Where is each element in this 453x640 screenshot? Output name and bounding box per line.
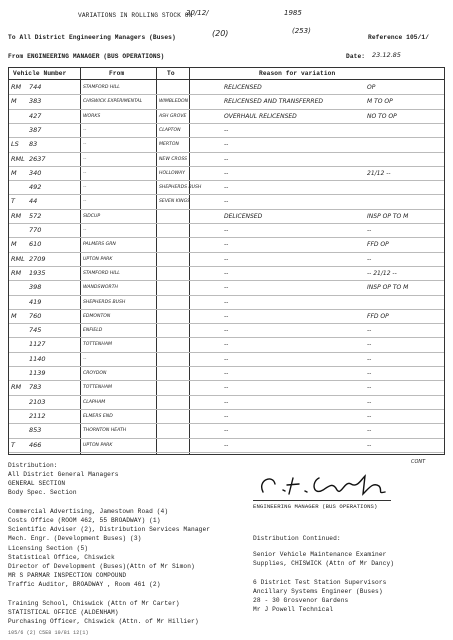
vehicle-prefix: T [11,440,15,449]
variation-note: -- [367,441,372,449]
vehicle-number: 853 [29,426,42,435]
vehicle-prefix: M [11,168,17,177]
variation-note: -- [367,427,372,435]
variation-reason: OVERHAUL RELICENSED [224,112,297,120]
from-garage: WORKS [83,113,101,119]
distribution-continued-item: Senior Vehicle Maintenance Examiner [253,551,387,558]
variation-note: -- [367,398,372,406]
variation-reason: -- [224,141,229,149]
row-rule [9,209,444,210]
variation-note: -- [367,227,372,234]
sheet-year: 1985 [284,9,302,17]
from-garage: -- [83,199,87,205]
from-garage: CLAPHAM [83,399,106,405]
distribution-item: STATISTICAL OFFICE (ALDENHAM) [8,609,119,616]
variation-reason: -- [224,126,229,134]
recipient-line: To All District Engineering Managers (Buses) [8,34,176,41]
vehicle-variation-table [8,67,445,455]
variation-reason: -- [224,427,229,435]
variation-reason: -- [224,198,229,206]
from-garage: TOTTENHAM [83,342,112,348]
form-code: 105/6 (2) C5E8 10/81 12(1) [8,630,89,636]
vehicle-number: 387 [29,125,42,134]
signatory-title: ENGINEERING MANAGER (BUS OPERATIONS) [253,503,378,510]
row-rule [9,380,444,381]
distribution-continued-item: Ancillary Systems Engineer (Buses) [253,587,383,595]
vehicle-number: 1127 [29,340,46,349]
vehicle-number: 783 [29,383,42,392]
from-garage: CHISWICK EXPERIMENTAL [83,99,143,105]
variation-note: -- [367,412,372,420]
vehicle-prefix: RM [11,383,22,392]
variation-reason: -- [224,169,229,177]
from-garage: -- [83,142,87,148]
date-label: Date: [346,53,366,60]
to-garage: ASH GROVE [159,113,187,119]
variation-note: NO TO OP [367,112,397,120]
vehicle-number: 2112 [29,411,46,420]
variation-reason: -- [224,384,229,392]
variation-reason: -- [224,227,229,234]
vehicle-number: 427 [29,111,42,120]
from-garage: STAMFORD HILL [83,270,120,276]
distribution-item: Body Spec. Section [8,489,77,497]
signature [253,470,393,500]
from-garage: -- [83,156,87,162]
vehicle-number: 2709 [29,254,46,263]
from-garage: PALMERS GRN [83,242,116,248]
variation-reason: -- [224,269,229,277]
from-garage: WANDSWORTH [83,285,118,291]
variation-reason: -- [224,255,229,263]
column-header-from: From [109,70,125,77]
vehicle-number: 466 [29,440,42,449]
vehicle-number: 492 [29,183,42,192]
distribution-item: Statistical Office, Chiswick [8,553,115,561]
row-rule [9,94,444,95]
row-rule [9,280,444,281]
variation-reason: -- [224,184,229,192]
vehicle-number: 1140 [29,354,46,363]
row-rule [9,337,444,338]
variation-note: -- 21/12 -- [367,269,397,277]
document-title: VARIATIONS IN ROLLING STOCK ON [78,12,193,19]
from-garage: ELMERS END [83,413,113,419]
to-garage: HOLLOWAY [159,170,185,176]
distribution-item: Traffic Auditor, BROADWAY , Room 461 (2) [8,581,161,589]
distribution-label: Distribution: [8,462,58,469]
variation-note: INSP OP TO M [367,212,409,220]
vehicle-number: 83 [29,140,38,149]
distribution-item: Director of Development (Buses)(Attn of Mr Simon) [8,563,195,570]
variation-note: -- [367,341,372,349]
variation-reason: -- [224,241,229,249]
row-rule [9,295,444,296]
vehicle-number: 1935 [29,268,46,277]
vehicle-number: 610 [29,240,42,249]
distribution-item: GENERAL SECTION [8,480,66,488]
distribution-continued-item: Mr J Powell Technical [253,606,334,614]
vehicle-number: 44 [29,197,38,206]
variation-reason: -- [224,370,229,377]
variation-reason: -- [224,312,229,320]
row-rule [9,166,444,167]
header-rule [9,79,444,80]
from-garage: -- [83,228,87,233]
distribution-item: Purchasing Officer, Chiswick (Attn. of Mr Hillier) [8,618,199,626]
variation-note: -- [367,327,372,335]
from-garage: THORNTON HEATH [83,428,127,434]
row-rule [9,223,444,224]
to-garage: CLAPTON [159,127,181,133]
row-rule [9,366,444,367]
row-rule [9,237,444,238]
vehicle-number: 770 [29,226,42,234]
row-rule [9,180,444,181]
vehicle-number: 2637 [29,154,46,163]
column-divider [156,68,157,454]
variation-reason: RELICENSED AND TRANSFERRED [224,98,324,106]
vehicle-number: 340 [29,168,42,177]
row-rule [9,409,444,410]
vehicle-number: 572 [29,211,42,220]
distribution-item: Training School, Chiswick (Attn of Mr Carter) [8,599,180,607]
variation-reason: -- [224,155,229,163]
reference-number: Reference 105/1/ [368,34,430,41]
variation-reason: RELICENSED [224,84,262,91]
date-value: 23.12.85 [372,51,401,59]
from-garage: ENFIELD [83,328,103,334]
vehicle-prefix: M [11,240,17,249]
variation-note: -- [367,384,372,392]
column-divider [80,68,81,454]
sheet-date: 20/12/ [186,9,209,17]
from-garage: -- [83,127,87,133]
vehicle-number: 383 [29,97,42,106]
distribution-continued-item: 6 District Test Station Supervisors [253,578,387,586]
recipient-count-a: (20) [212,29,229,38]
from-garage: EDMONTON [83,313,111,319]
row-rule [9,152,444,153]
from-garage: -- [83,170,87,176]
variation-reason: -- [224,441,229,449]
distribution-continued-item: 28 - 30 Grosvenor Gardens [253,597,349,604]
variation-reason: -- [224,327,229,335]
variation-reason: -- [224,298,229,306]
row-rule [9,137,444,138]
row-rule [9,252,444,253]
vehicle-prefix: RML [11,254,25,263]
distribution-item: Mech. Engr. (Development Buses) (3) [8,535,142,543]
from-garage: -- [83,185,87,191]
from-garage: STAMFORD HILL [83,85,120,90]
variation-reason: -- [224,398,229,406]
row-rule [9,438,444,439]
signature-rule [253,500,391,501]
from-garage: UPTON PARK [83,256,113,262]
variation-reason: -- [224,412,229,420]
vehicle-prefix: M [11,311,17,320]
variation-note: FFD OP [367,312,389,320]
distribution-continued-item: Supplies, CHISWICK (Attn of Mr Dancy) [253,560,395,568]
variation-note: -- [367,370,372,377]
vehicle-prefix: RML [11,154,25,163]
vehicle-prefix: T [11,197,15,206]
to-garage: SEVEN KINGS [159,199,191,205]
variation-reason: -- [224,284,229,292]
distribution-item: Commercial Advertising, Jamestown Road (4) [8,507,169,515]
row-rule [9,352,444,353]
column-header-reason: Reason for variation [259,70,336,77]
row-rule [9,395,444,396]
from-garage: -- [83,356,87,362]
row-rule [9,266,444,267]
vehicle-number: 1139 [29,369,46,377]
variation-reason: DELICENSED [224,212,263,220]
vehicle-number: 398 [29,283,42,292]
row-rule [9,323,444,324]
distribution-item: Licensing Section (5) [8,544,89,552]
row-rule [9,194,444,195]
variation-reason: -- [224,341,229,349]
distribution-item: Costs Office (ROOM 462, 55 BROADWAY) (1) [8,517,161,524]
row-rule [9,123,444,124]
vehicle-number: 744 [29,83,42,91]
vehicle-number: 760 [29,311,42,320]
variation-note: INSP OP TO M [367,284,409,292]
column-header-vehicle-number: Vehicle Number [13,70,67,77]
vehicle-number: 419 [29,297,42,306]
variation-note: FFD OP [367,241,389,249]
vehicle-prefix: RM [11,268,22,277]
column-header-to: To [167,70,175,77]
to-garage: NEW CROSS [159,156,188,162]
sender-line: From ENGINEERING MANAGER (BUS OPERATIONS) [8,53,165,60]
row-rule [9,452,444,453]
from-garage: SIDCUP [83,213,101,219]
row-rule [9,423,444,424]
vehicle-prefix: LS [11,140,19,149]
from-garage: UPTON PARK [83,442,113,448]
vehicle-number: 745 [29,326,42,335]
distribution-item: All District General Managers [8,471,119,478]
variation-note: 21/12 -- [367,169,391,177]
variation-note: M TO OP [367,98,393,106]
recipient-count-b: (253) [292,27,311,35]
distribution-continued-label: Distribution Continued: [253,535,341,542]
continued-marker: CONT [411,459,426,465]
from-garage: TOTTENHAM [83,385,112,391]
to-garage: WIMBLEDON [159,99,189,105]
variation-reason: -- [224,355,229,363]
vehicle-prefix: RM [11,83,22,91]
from-garage: SHEPHERDS BUSH [83,299,126,305]
variation-note: OP [367,84,376,91]
distribution-item: Scientific Adviser (2), Distribution Services Manager [8,526,211,534]
vehicle-number: 2103 [29,397,46,406]
row-rule [9,309,444,310]
to-garage: MERTON [159,142,179,148]
to-garage: SHEPHERDS BUSH [159,185,202,191]
variation-note: -- [367,355,372,363]
row-rule [9,109,444,110]
variation-note: -- [367,255,372,263]
vehicle-prefix: RM [11,211,22,220]
from-garage: CROYDON [83,371,107,376]
distribution-item: MR S PARMAR INSPECTION COMPOUND [8,572,127,580]
vehicle-prefix: M [11,97,17,106]
